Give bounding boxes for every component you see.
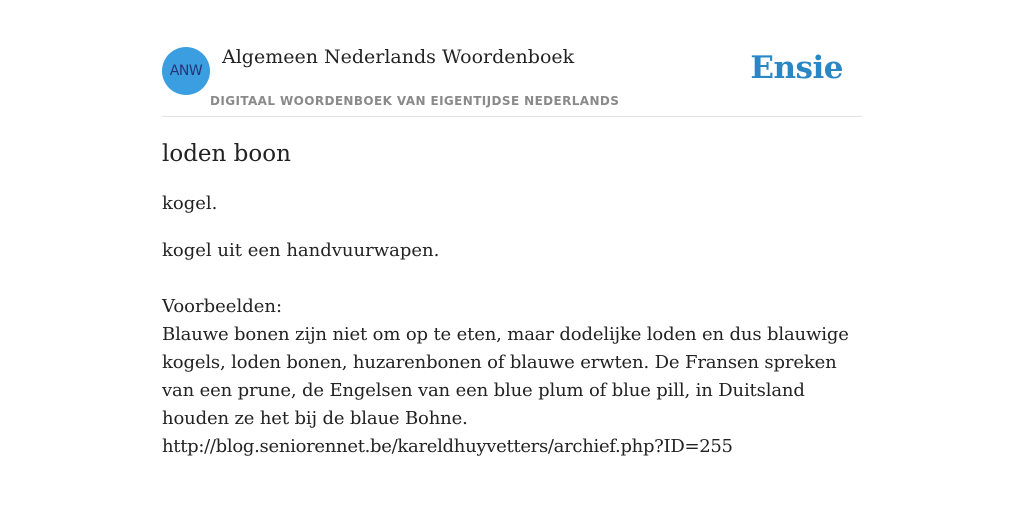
short-definition: kogel. (162, 193, 218, 214)
examples-label: Voorbeelden: (162, 296, 283, 317)
header (162, 44, 862, 117)
entry-content (162, 138, 862, 461)
examples-section (162, 293, 862, 461)
dictionary-subtitle: DIGITAAL WOORDENBOEK VAN EIGENTIJDSE NEDERLANDS (210, 94, 620, 108)
entry-headword: loden boon (162, 141, 291, 167)
dictionary-name[interactable]: Algemeen Nederlands Woordenboek (222, 46, 575, 68)
source-link[interactable]: http://blog.seniorennet.be/kareldhuyvetters/archief.php?ID=255 (162, 436, 733, 457)
example-text: Blauwe bonen zijn niet om op te eten, maar dodelijke loden en dus blauwige kogels, loden bonen, huzarenbonen of blauwe erwten. De Fransen spreken van een prune, de Engelsen van een blue plum of blue pill, in Duitsland houden ze het bij de blaue Bohne. (162, 324, 849, 429)
ensie-logo[interactable]: Ensie (750, 50, 843, 86)
anw-logo[interactable]: ANW (162, 47, 210, 95)
long-definition: kogel uit een handvuurwapen. (162, 240, 440, 261)
